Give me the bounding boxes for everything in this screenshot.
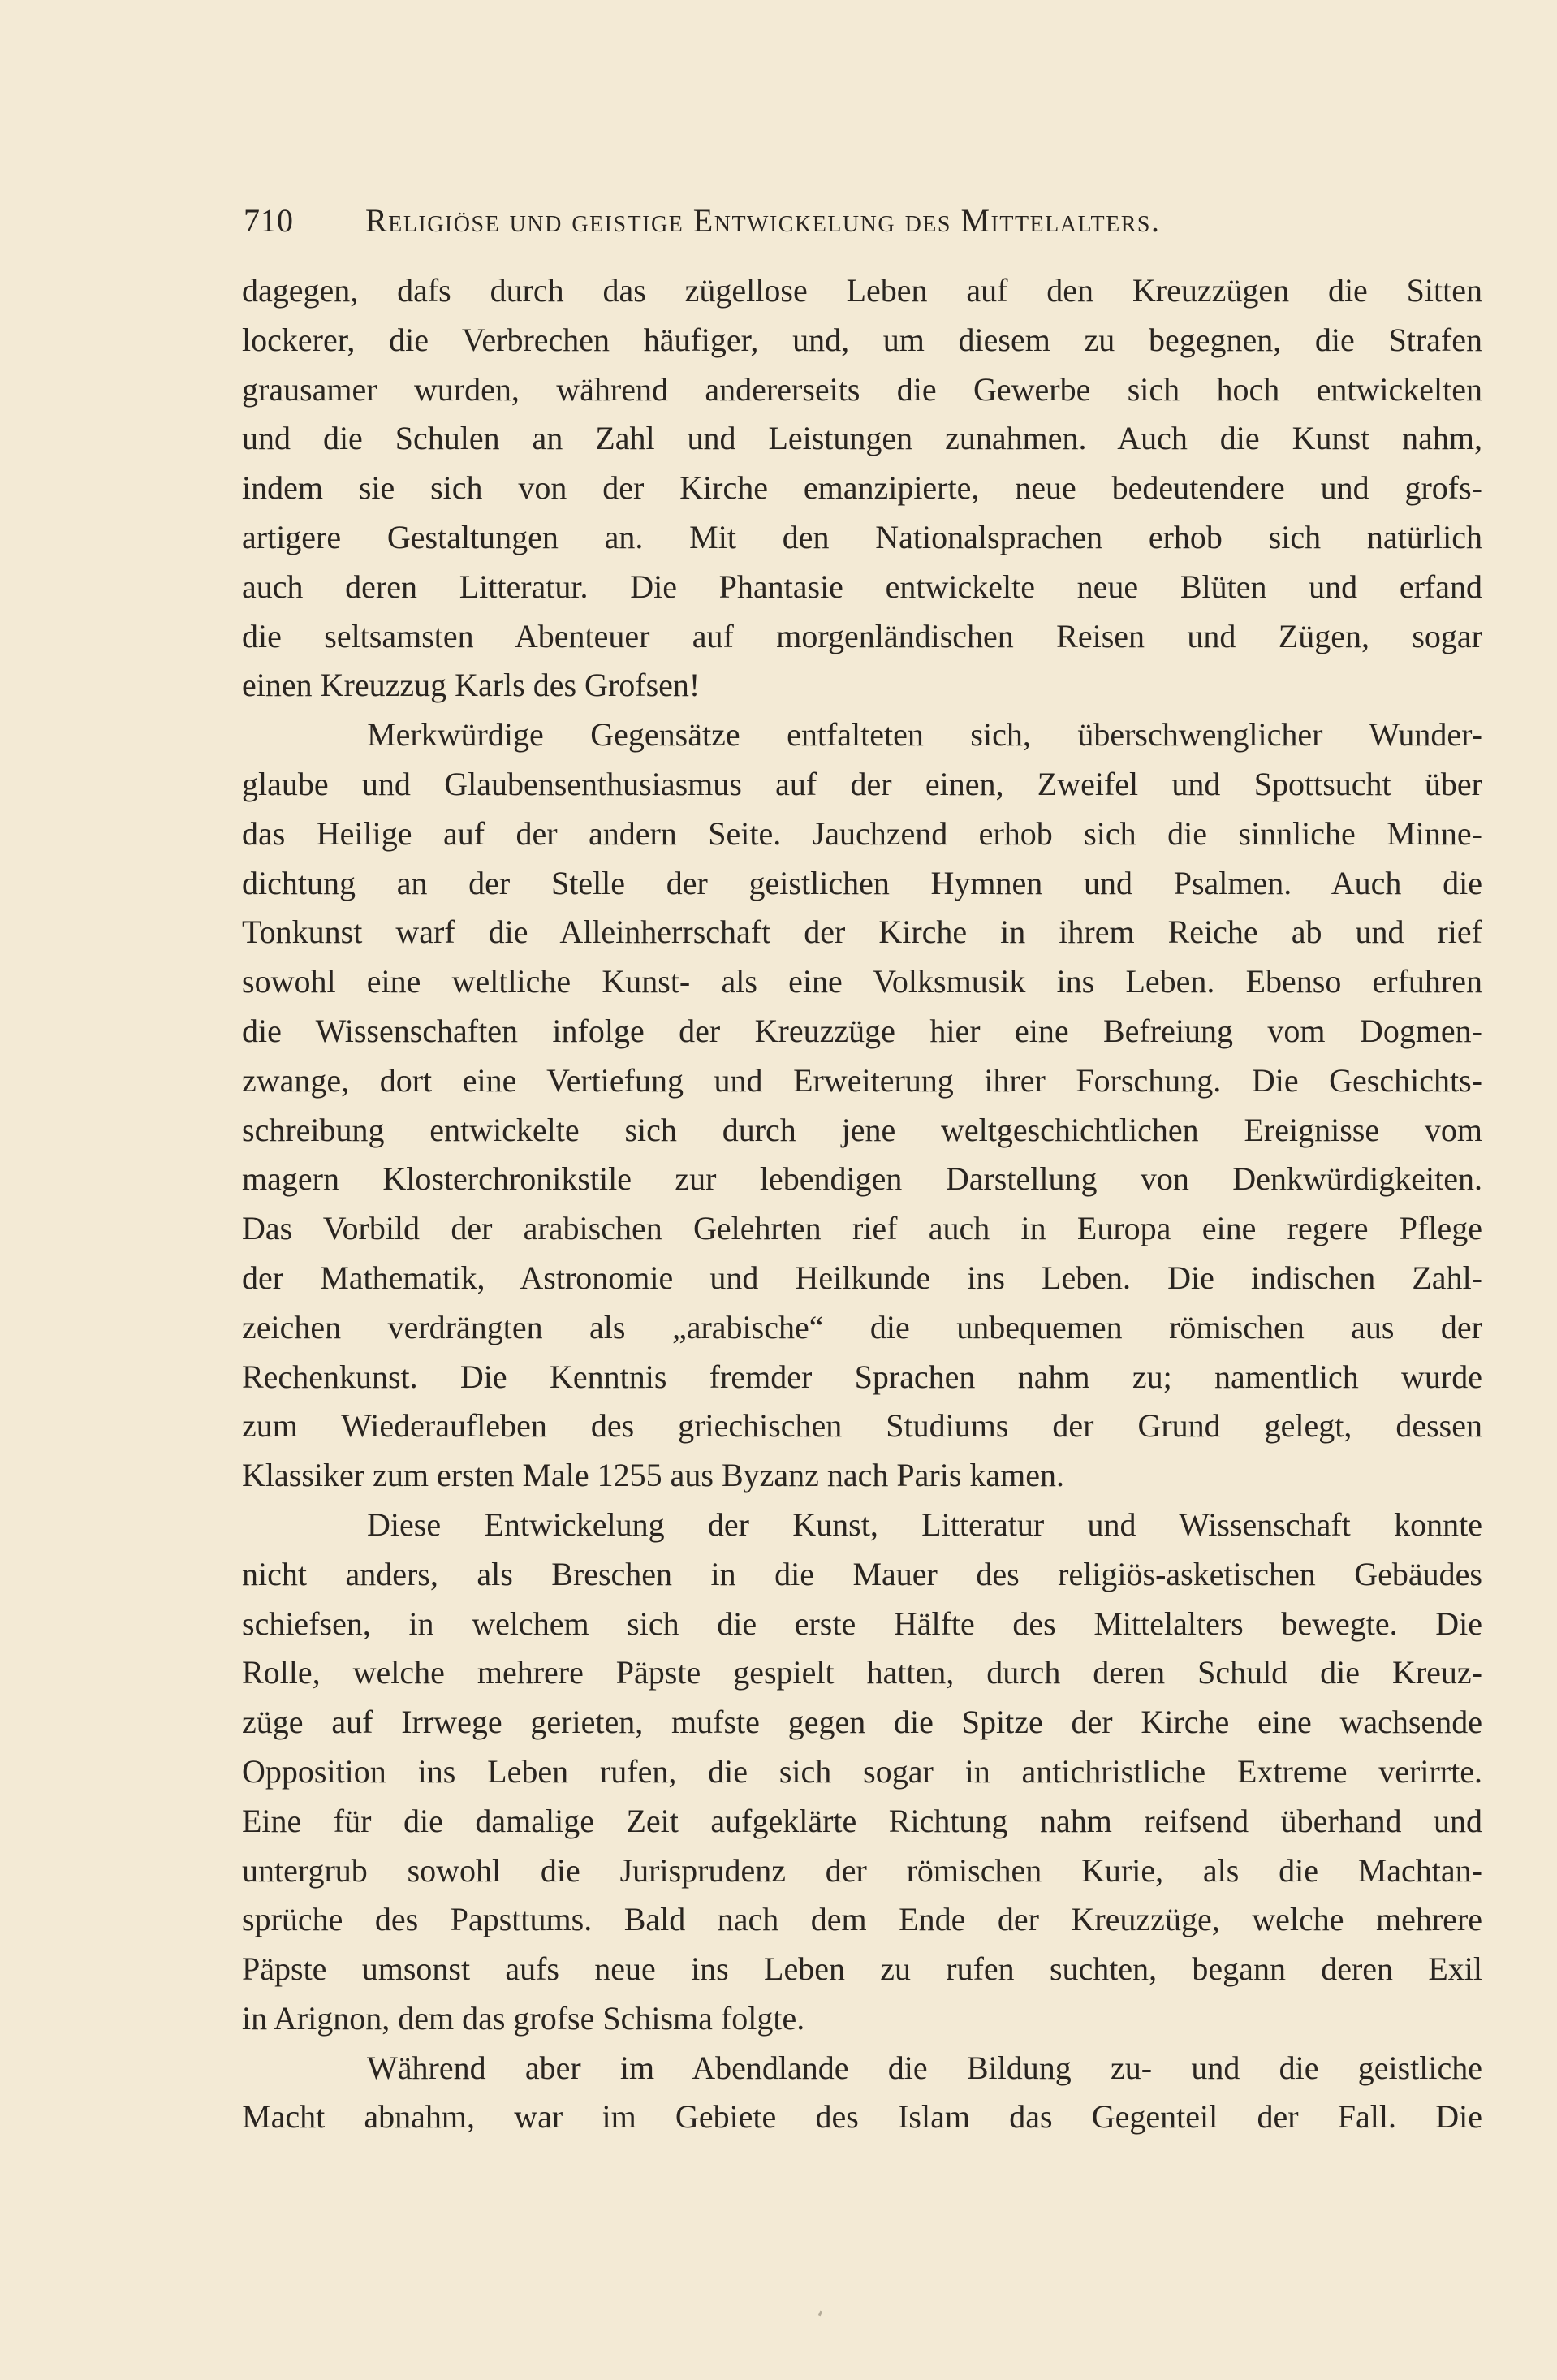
text-line: Tonkunst warf die Alleinherrschaft der Kirche in ihrem Reiche ab und rief [242,914,1482,951]
text-line: Rechenkunst. Die Kenntnis fremder Sprachen nahm zu; namentlich wurde [242,1358,1482,1395]
text-line: dagegen, dafs durch das zügellose Leben auf den Kreuzzügen die Sitten [242,272,1482,309]
text-line: indem sie sich von der Kirche emanzipierte, neue bedeutendere und grofs- [242,469,1482,507]
text-line: schiefsen, in welchem sich die erste Hälfte des Mittelalters bewegte. Die [242,1605,1482,1642]
text-line: die seltsamsten Abenteuer auf morgenländischen Reisen und Zügen, sogar [242,617,1482,654]
text-line: Das Vorbild der arabischen Gelehrten rief auch in Europa eine regere Pflege [242,1210,1482,1247]
text-line: Eine für die damalige Zeit aufgeklärte Richtung nahm reifsend überhand und [242,1802,1482,1839]
text-line: Merkwürdige Gegensätze entfalteten sich, überschwenglicher Wunder- [367,716,1482,754]
text-line: Klassiker zum ersten Male 1255 aus Byzanz nach Paris kamen. [242,1457,1065,1494]
text-line: Päpste umsonst aufs neue ins Leben zu rufen suchten, begann deren Exil [242,1950,1482,1988]
text-line: das Heilige auf der andern Seite. Jauchzend erhob sich die sinnliche Minne- [242,814,1482,852]
text-line: zum Wiederaufleben des griechischen Studiums der Grund gelegt, dessen [242,1407,1482,1445]
text-line: Macht abnahm, war im Gebiete des Islam das Gegenteil der Fall. Die [242,2098,1482,2136]
text-line: zwange, dort eine Vertiefung und Erweiterung ihrer Forschung. Die Geschichts- [242,1061,1482,1099]
text-line: der Mathematik, Astronomie und Heilkunde ins Leben. Die indischen Zahl- [242,1259,1482,1296]
text-line: nicht anders, als Breschen in die Mauer des religiös-asketischen Gebäudes [242,1555,1482,1592]
text-line: einen Kreuzzug Karls des Grofsen! [242,667,701,704]
body-text [242,266,1482,2142]
text-line: auch deren Litteratur. Die Phantasie entwickelte neue Blüten und erfand [242,568,1482,605]
text-line: untergrub sowohl die Jurisprudenz der römischen Kurie, als die Machtan- [242,1851,1482,1889]
text-line: schreibung entwickelte sich durch jene weltgeschichtlichen Ereignisse vom [242,1111,1482,1148]
text-line: zeichen verdrängten als „arabische“ die unbequemen römischen aus der [242,1308,1482,1345]
text-line: sprüche des Papsttums. Bald nach dem Ende der Kreuzzüge, welche mehrere [242,1901,1482,1938]
text-line: artigere Gestaltungen an. Mit den Nationalsprachen erhob sich natürlich [242,518,1482,555]
text-line: dichtung an der Stelle der geistlichen Hymnen und Psalmen. Auch die [242,864,1482,901]
paper-speck [818,2311,822,2317]
text-line: sowohl eine weltliche Kunst- als eine Volksmusik ins Leben. Ebenso erfuhren [242,963,1482,1000]
text-line: Opposition ins Leben rufen, die sich sogar in antichristliche Extreme verirrte. [242,1752,1482,1790]
text-line: lockerer, die Verbrechen häufiger, und, um diesem zu begegnen, die Strafen [242,321,1482,358]
page-header [244,201,1396,242]
running-title: Religiöse und geistige Entwickelung des Mittelalters. [365,202,1161,239]
text-line: grausamer wurden, während andererseits die Gewerbe sich hoch entwickelten [242,370,1482,408]
text-line: Rolle, welche mehrere Päpste gespielt hatten, durch deren Schuld die Kreuz- [242,1654,1482,1691]
text-line: züge auf Irrwege gerieten, mufste gegen die Spitze der Kirche eine wachsende [242,1704,1482,1741]
text-line: in Arignon, dem das grofse Schisma folgte. [242,1999,805,2037]
text-line: Während aber im Abendlande die Bildung zu- und die geistliche [367,2049,1482,2086]
text-line: die Wissenschaften infolge der Kreuzzüge hier eine Befreiung vom Dogmen- [242,1012,1482,1049]
text-line: und die Schulen an Zahl und Leistungen zunahmen. Auch die Kunst nahm, [242,420,1482,457]
page-number: 710 [244,202,294,239]
text-line: glaube und Glaubensenthusiasmus auf der einen, Zweifel und Spottsucht über [242,765,1482,802]
text-line: Diese Entwickelung der Kunst, Litteratur und Wissenschaft konnte [367,1505,1482,1543]
text-line: magern Klosterchronikstile zur lebendigen Darstellung von Denkwürdigkeiten. [242,1160,1482,1198]
